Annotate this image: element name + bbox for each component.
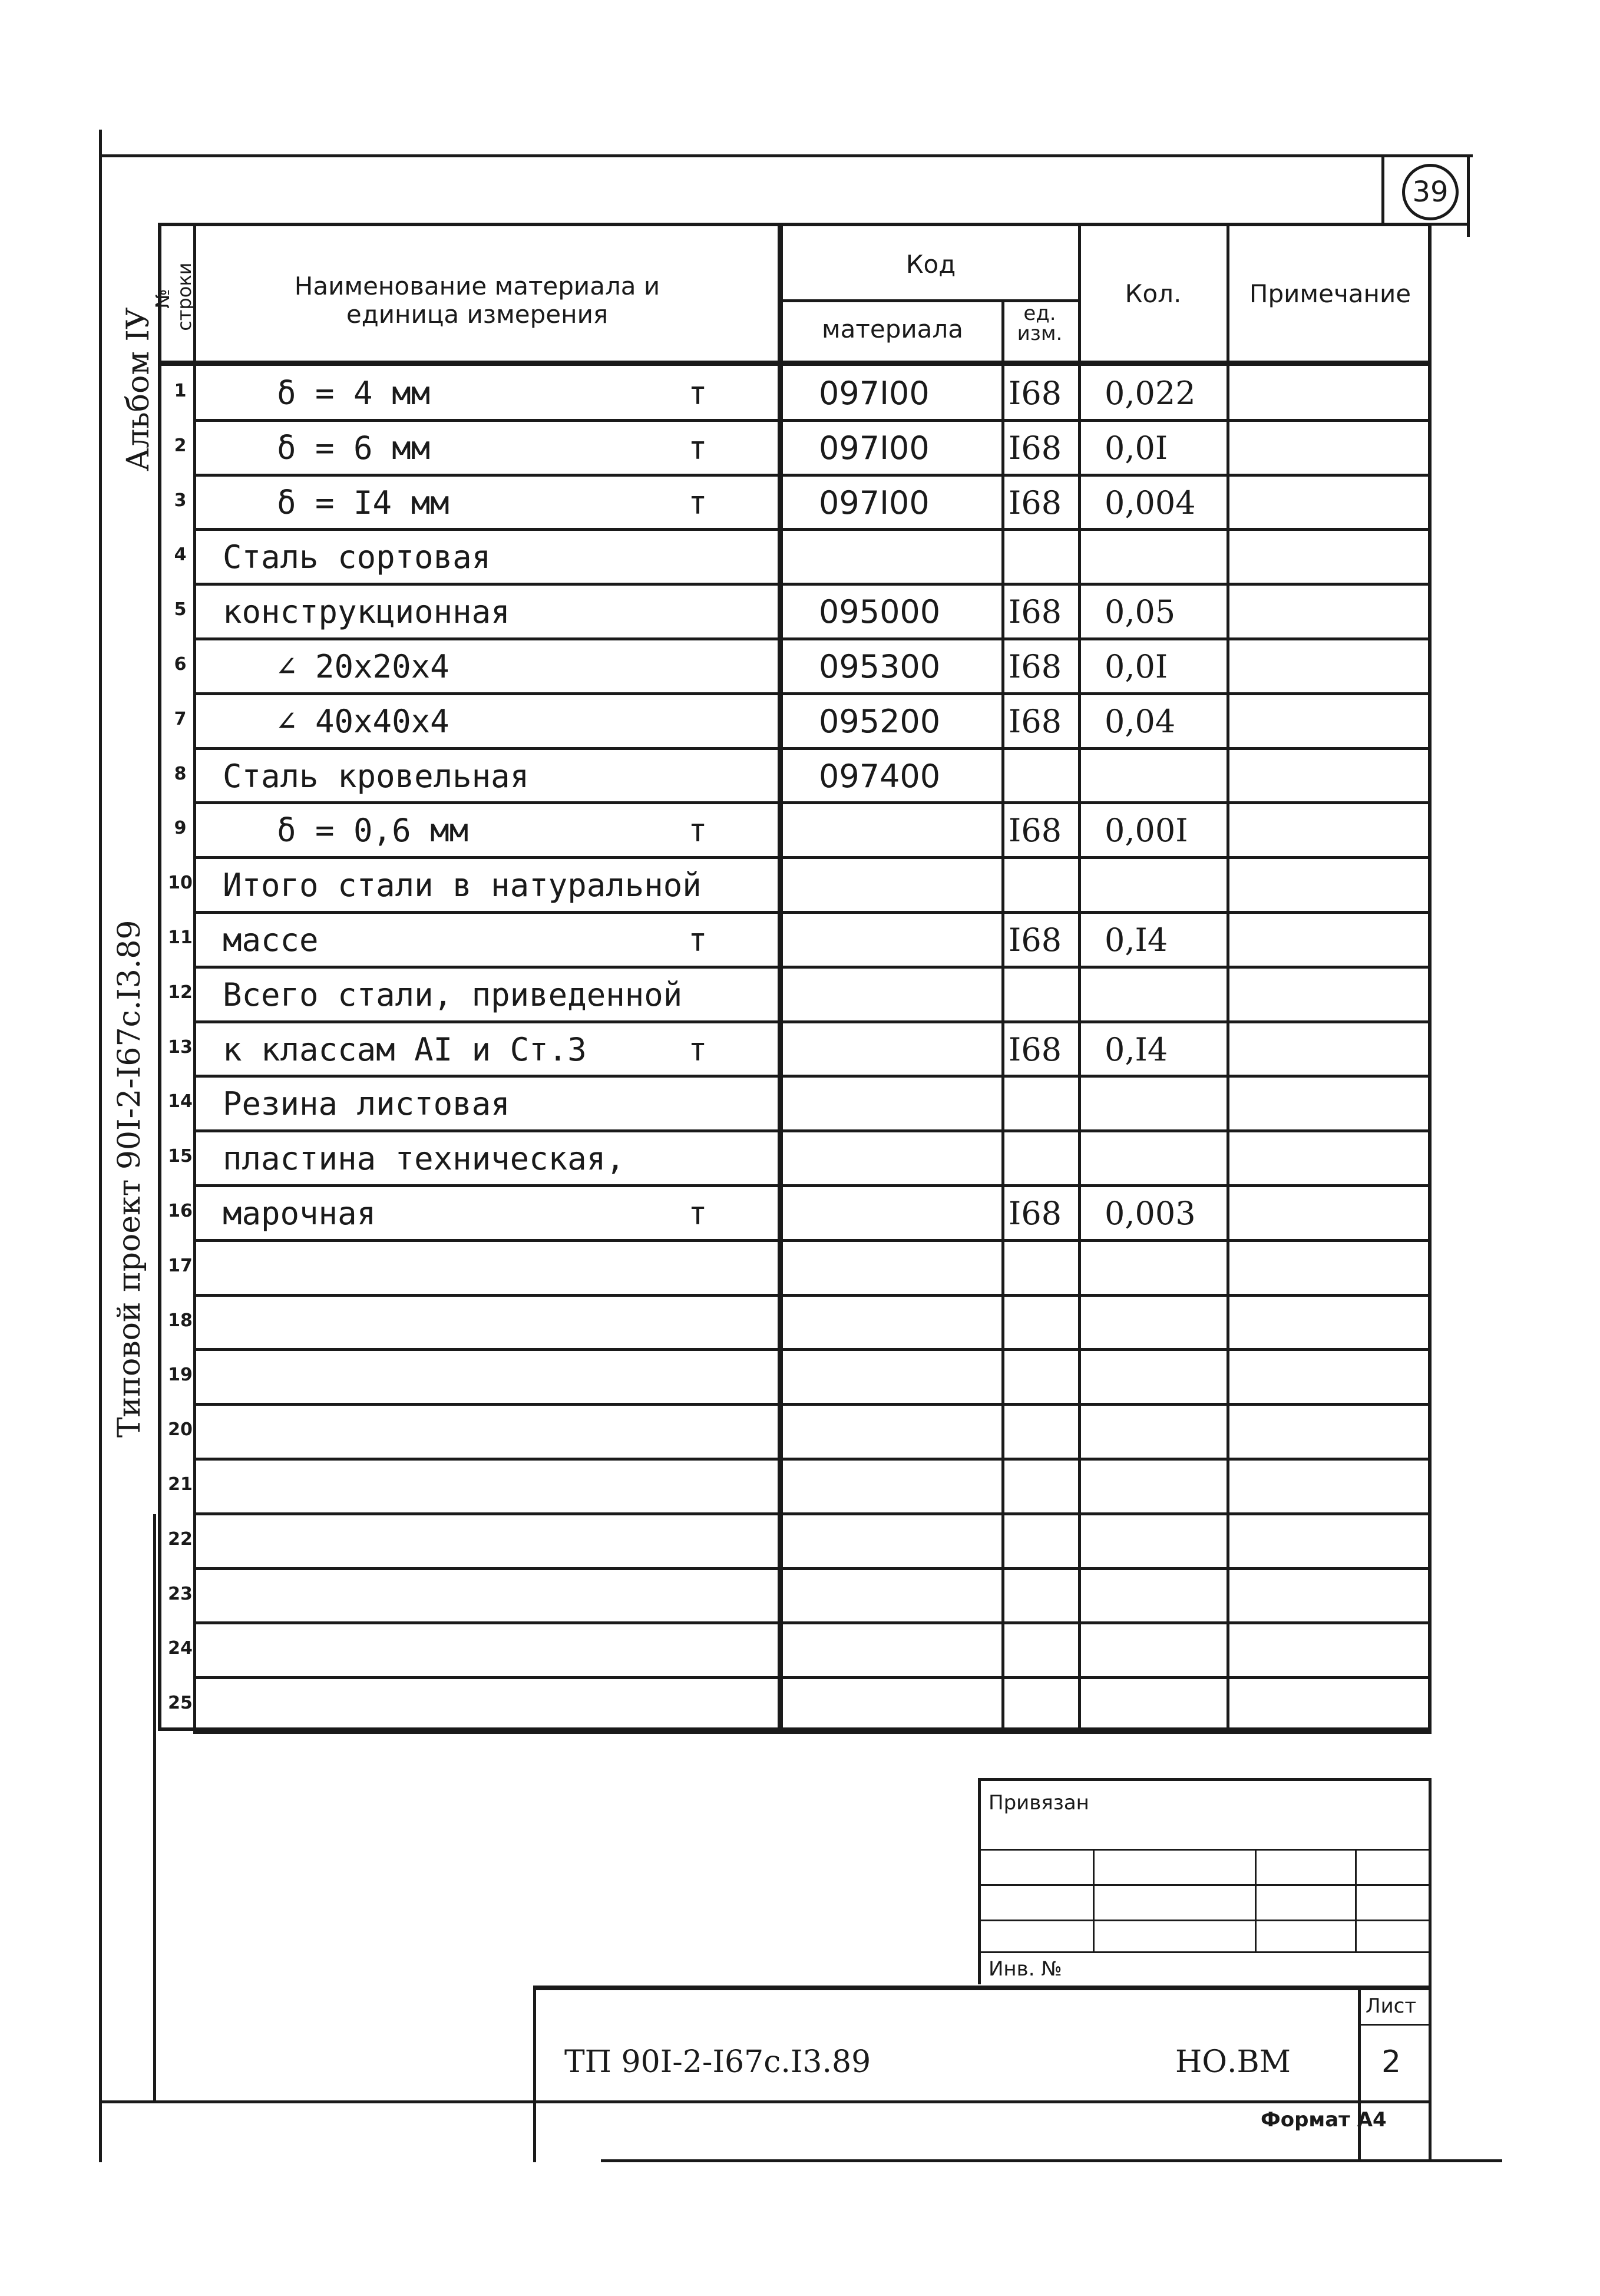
row-unit: т <box>688 812 708 850</box>
row-unit: т <box>688 921 708 959</box>
row-line <box>193 637 1432 640</box>
row-number: 21 <box>168 1474 193 1495</box>
row-ed: I68 <box>1009 1030 1062 1068</box>
stamp-right-line <box>1429 1778 1432 2161</box>
row-number: 1 <box>174 381 187 401</box>
row-line <box>193 1129 1432 1132</box>
row-name: ∠ 40х40х4 <box>277 702 449 740</box>
row-line <box>193 583 1432 586</box>
doc-block-top <box>533 1986 1432 1990</box>
row-line <box>193 856 1432 859</box>
row-number: 13 <box>168 1036 193 1058</box>
stamp-line-c <box>978 1920 1432 1921</box>
doc-block-left <box>533 1986 536 2162</box>
header-code: Код <box>905 250 956 279</box>
row-number: 16 <box>168 1201 193 1221</box>
row-code: 095300 <box>819 648 941 685</box>
row-number: 4 <box>174 544 187 566</box>
bottom-border <box>99 2100 1432 2103</box>
left-border <box>99 130 102 2162</box>
row-code: 097I00 <box>819 484 930 521</box>
row-number: 11 <box>168 927 193 948</box>
row-line <box>193 911 1432 914</box>
project-label: Типовой проект 90I-2-I67с.I3.89 <box>112 920 147 1438</box>
row-code: 097I00 <box>819 429 930 467</box>
row-number: 23 <box>168 1583 193 1604</box>
row-unit: т <box>688 1195 708 1232</box>
header-unit: ед. изм. <box>1017 302 1063 345</box>
row-qty: 0,003 <box>1105 1195 1196 1232</box>
header-note: Примечание <box>1249 279 1411 308</box>
row-line <box>193 1676 1432 1679</box>
row-name: конструкционная <box>223 593 510 631</box>
row-line <box>193 474 1432 477</box>
row-ed: I68 <box>1009 593 1062 631</box>
row-line <box>193 1239 1432 1242</box>
row-number: 25 <box>168 1693 193 1714</box>
header-row-no: № строки <box>151 262 196 331</box>
row-name: Всего стали, приведенной <box>223 976 683 1013</box>
stamp-col-b <box>1255 1849 1257 1952</box>
row-qty: 0,04 <box>1105 702 1176 740</box>
page-bottom-line <box>601 2159 1502 2162</box>
sheet-number: 2 <box>1381 2044 1401 2080</box>
header-material: материала <box>821 315 963 343</box>
inv-no-label: Инв. № <box>989 1957 1062 1981</box>
row-code: 097I00 <box>819 375 930 412</box>
row-ed: I68 <box>1009 921 1062 959</box>
row-line <box>193 1348 1432 1351</box>
row-qty: 0,022 <box>1105 375 1196 412</box>
row-ed: I68 <box>1009 1195 1062 1232</box>
col-line-5 <box>1227 223 1229 1731</box>
header-name: Наименование материала и единица измерения <box>294 272 660 329</box>
row-name: пластина техническая, <box>223 1140 625 1178</box>
stamp-col-a <box>1093 1849 1095 1952</box>
stamp-col-c <box>1355 1849 1357 1952</box>
row-code: 095000 <box>819 593 941 631</box>
sheet-col-line <box>1358 1986 1361 2162</box>
row-line <box>193 1184 1432 1187</box>
page-number-left <box>1381 154 1384 224</box>
page-number-text: 39 <box>1412 176 1449 209</box>
row-line <box>193 1621 1432 1624</box>
row-line <box>193 801 1432 804</box>
row-name: δ = 4 мм <box>277 375 431 412</box>
row-name: марочная <box>223 1195 376 1232</box>
row-number: 8 <box>174 763 187 784</box>
row-line <box>193 747 1432 750</box>
row-qty: 0,004 <box>1105 484 1196 521</box>
stamp-top-line <box>978 1778 1432 1781</box>
album-label: Альбом IУ <box>121 307 156 471</box>
row-ed: I68 <box>1009 702 1062 740</box>
row-number: 9 <box>174 818 187 839</box>
row-name: к классам АI и Ст.3 <box>223 1030 587 1068</box>
stamp-line-d <box>978 1951 1432 1953</box>
row-name: ∠ 20х20х4 <box>277 648 449 685</box>
row-unit: т <box>688 429 708 467</box>
row-ed: I68 <box>1009 648 1062 685</box>
row-number: 7 <box>174 708 187 729</box>
header-bottom-line <box>158 361 1432 366</box>
row-qty: 0,I4 <box>1105 921 1168 959</box>
top-border <box>100 154 1473 157</box>
row-number: 5 <box>174 599 187 620</box>
row-qty: 0,I4 <box>1105 1030 1168 1068</box>
doc-code: ТП 90I-2-I67с.I3.89 <box>564 2044 871 2080</box>
format-label: Формат А4 <box>1261 2108 1387 2132</box>
row-line <box>193 966 1432 969</box>
row-number: 20 <box>168 1419 193 1441</box>
row-number: 12 <box>168 982 193 1003</box>
row-code: 097400 <box>819 757 941 795</box>
row-unit: т <box>688 484 708 521</box>
row-number: 18 <box>168 1310 193 1331</box>
privyazan-label: Привязан <box>989 1791 1089 1815</box>
row-number: 10 <box>168 873 193 894</box>
sheet-label-line <box>1358 2024 1432 2026</box>
row-ed: I68 <box>1009 812 1062 850</box>
row-number: 15 <box>168 1146 193 1167</box>
row-line <box>193 1075 1432 1078</box>
col-line-4 <box>1078 223 1081 1731</box>
row-line <box>193 1403 1432 1406</box>
stamp-line-b <box>978 1884 1432 1886</box>
row-name: массе <box>223 921 319 959</box>
row-line <box>193 1294 1432 1297</box>
row-number: 17 <box>168 1255 193 1276</box>
row-qty: 0,0I <box>1105 648 1168 685</box>
row-line <box>193 1567 1432 1570</box>
row-unit: т <box>688 375 708 412</box>
row-qty: 0,0I <box>1105 429 1168 467</box>
row-ed: I68 <box>1009 429 1062 467</box>
row-line <box>193 1458 1432 1461</box>
row-line <box>193 692 1432 695</box>
page-number <box>1402 164 1459 220</box>
doc-mark: НО.ВМ <box>1175 2044 1291 2080</box>
row-number: 24 <box>168 1638 193 1659</box>
row-name: δ = 0,6 мм <box>277 812 469 850</box>
row-number: 6 <box>174 654 187 675</box>
row-qty: 0,00I <box>1105 812 1188 850</box>
sheet-label: Лист <box>1366 1994 1417 2018</box>
row-ed: I68 <box>1009 484 1062 521</box>
row-line <box>193 1512 1432 1515</box>
row-name: δ = I4 мм <box>277 484 449 521</box>
row-name: Итого стали в натуральной <box>223 867 702 904</box>
row-name: δ = 6 мм <box>277 429 431 467</box>
row-qty: 0,05 <box>1105 593 1176 631</box>
row-unit: т <box>688 1030 708 1068</box>
col-line-2 <box>778 223 783 1731</box>
row-number: 2 <box>174 435 187 456</box>
row-name: Резина листовая <box>223 1085 510 1123</box>
row-name: Сталь кровельная <box>223 757 530 795</box>
row-line <box>193 528 1432 531</box>
header-qty: Кол. <box>1125 279 1182 308</box>
stamp-left-line <box>978 1778 981 1984</box>
row-line <box>193 419 1432 422</box>
row-line <box>193 1020 1432 1023</box>
row-name: Сталь сортовая <box>223 539 491 576</box>
row-number: 22 <box>168 1528 193 1550</box>
row-code: 095200 <box>819 702 941 740</box>
col-line-3 <box>1001 299 1004 1731</box>
row-ed: I68 <box>1009 375 1062 412</box>
row-number: 14 <box>168 1091 193 1112</box>
row-number: 3 <box>174 490 187 511</box>
row-number: 19 <box>168 1365 193 1386</box>
stamp-line-a <box>978 1849 1432 1851</box>
left-lower-line <box>153 1514 156 2103</box>
row-line <box>193 1731 1432 1734</box>
